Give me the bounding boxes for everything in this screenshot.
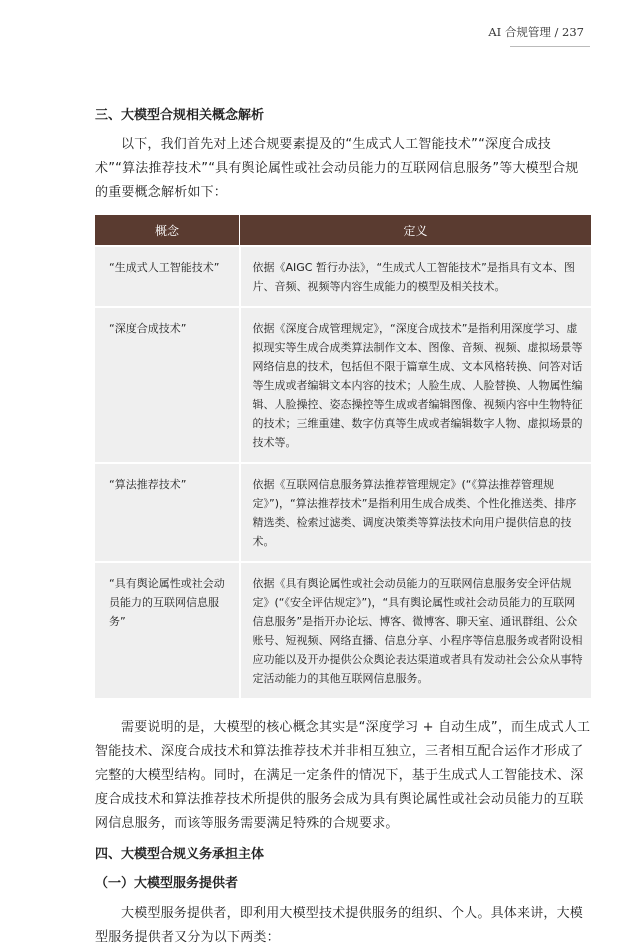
subsection-1-title: （一）大模型服务提供者 <box>95 876 239 891</box>
table-row <box>95 246 591 307</box>
definition-cell: 依据《深度合成管理规定》，“深度合成技术”是指利用深度学习、虚拟现实等生成合成类算法制作文本、图像、音频、视频、虚拟场景等网络信息的技术，包括但不限于篇章生成、文本风格转换、问答对话等生成或者编辑文本内容的技术；人脸生成、人脸替换、人物属性编辑、人脸操控、姿态操控等生成或者编辑图像、视频内容中生物特征的技术；三维重建、数字仿真等生成或者编辑数字人物、虚拟场景的技术等。 <box>240 307 592 463</box>
term-cell: “深度合成技术” <box>95 307 240 463</box>
table-row <box>95 307 591 463</box>
term-cell: “具有舆论属性或社会动员能力的互联网信息服务” <box>95 562 240 698</box>
column-header-definition: 定义 <box>240 215 592 246</box>
column-header-concept: 概念 <box>95 215 240 246</box>
table-header-row <box>95 215 591 246</box>
explanatory-note: 需要说明的是，大模型的核心概念其实是“深度学习 + 自动生成”，而生成式人工智能技术、深度合成技术和算法推荐技术并非相互独立，三者相互配合运作才形成了完整的大模型结构。同时，在满足一定条件的情况下，基于生成式人工智能技术、深度合成技术和算法推荐技术所提供的服务会成为具有舆论属性或社会动员能力的互联网信息服务，而该等服务需要满足特殊的合规要求。 <box>95 720 591 831</box>
table-row <box>95 562 591 698</box>
section-3-intro: 以下，我们首先对上述合规要素提及的“生成式人工智能技术”“深度合成技术”“算法推荐技术”“具有舆论属性或社会动员能力的互联网信息服务”等大模型合规的重要概念解析如下： <box>95 137 579 200</box>
running-header: AI 合规管理 / 237 <box>488 25 584 39</box>
subsection-1-paragraph: 大模型服务提供者，即利用大模型技术提供服务的组织、个人。具体来讲，大模型服务提供者又分为以下两类： <box>95 906 584 945</box>
definition-cell: 依据《AIGC 暂行办法》，“生成式人工智能技术”是指具有文本、图片、音频、视频等内容生成能力的模型及相关技术。 <box>240 246 592 307</box>
page-body <box>95 105 591 950</box>
definition-cell: 依据《互联网信息服务算法推荐管理规定》(“《算法推荐管理规定》”)，“算法推荐技术”是指利用生成合成类、个性化推送类、排序精选类、检索过滤类、调度决策类等算法技术向用户提供信息的技术。 <box>240 463 592 562</box>
definition-cell: 依据《具有舆论属性或社会动员能力的互联网信息服务安全评估规定》(“《安全评估规定》”)，“具有舆论属性或社会动员能力的互联网信息服务”是指开办论坛、博客、微博客、聊天室、通讯群组、公众账号、短视频、网络直播、信息分享、小程序等信息服务或者附设相应功能以及开办提供公众舆论表达渠道或者具有发动社会公众从事特定活动能力的其他互联网信息服务。 <box>240 562 592 698</box>
table-row <box>95 463 591 562</box>
header-divider <box>510 46 590 47</box>
concept-table <box>95 215 591 698</box>
term-cell: “算法推荐技术” <box>95 463 240 562</box>
term-cell: “生成式人工智能技术” <box>95 246 240 307</box>
section-3-title: 三、大模型合规相关概念解析 <box>95 108 265 123</box>
section-4-title: 四、大模型合规义务承担主体 <box>95 847 265 862</box>
